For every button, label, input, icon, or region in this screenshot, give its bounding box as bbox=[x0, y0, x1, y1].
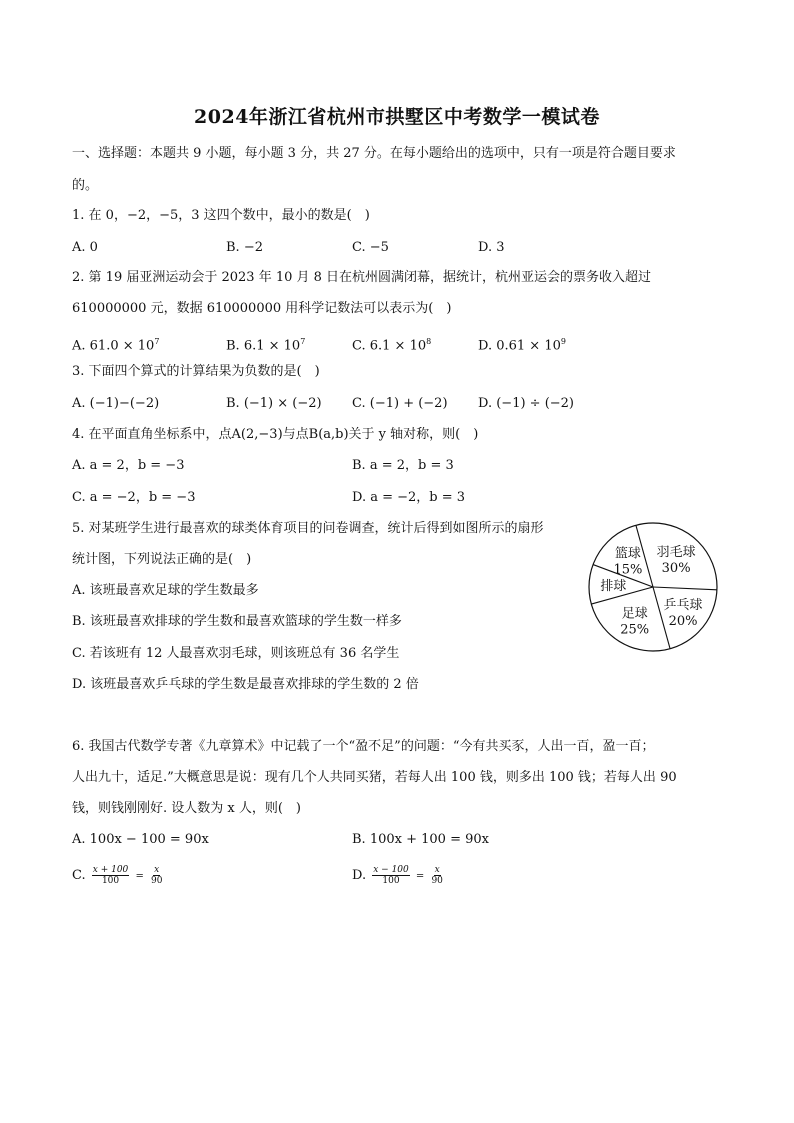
section-heading-cont: 的。 bbox=[72, 178, 99, 193]
q1-option-b: B. −2 bbox=[226, 240, 263, 255]
q2-option-b bbox=[226, 332, 305, 356]
q2-stem-line2: 610000000 元，数据 610000000 用科学记数法可以表示为( ) bbox=[72, 301, 452, 316]
q6-option-c-equals: = bbox=[135, 871, 144, 882]
q4-option-c: C. a = −2，b = −3 bbox=[72, 490, 196, 505]
q1-stem: 1. 在 0，−2，−5，3 这四个数中，最小的数是( ) bbox=[72, 208, 370, 223]
q2-option-d-text: D. 0.61 × 10 bbox=[478, 338, 561, 354]
q4-option-d: D. a = −2，b = 3 bbox=[352, 490, 466, 505]
q6-option-c-fraction-right bbox=[150, 865, 163, 886]
q6-option-c-right-numerator: x bbox=[154, 865, 160, 875]
pie-value-label-3: 25% bbox=[620, 622, 650, 638]
pie-label-1: 羽毛球 bbox=[656, 544, 696, 560]
q2-option-a-text: A. 61.0 × 10 bbox=[72, 338, 155, 354]
q6-stem-line2: 人出九十，适足.”大概意思是说：现有几个人共同买猪，若每人出 100 钱，则多出 100 钱；若每人出 90 bbox=[72, 770, 677, 785]
q3-option-c: C. (−1) + (−2) bbox=[352, 396, 448, 411]
q2-option-c bbox=[352, 332, 431, 356]
q3-option-b: B. (−1) × (−2) bbox=[226, 396, 322, 411]
q6-stem-line3: 钱，则钱刚刚好. 设人数为 x 人，则( ) bbox=[72, 801, 302, 816]
q1-option-d: D. 3 bbox=[478, 240, 505, 255]
q6-option-d-label: D. bbox=[352, 868, 367, 883]
q6-option-d bbox=[352, 862, 446, 891]
q6-option-c bbox=[72, 862, 165, 891]
q2-option-b-exponent: 7 bbox=[300, 337, 306, 346]
pie-value-label-2: 20% bbox=[668, 613, 698, 629]
q3-option-d: D. (−1) ÷ (−2) bbox=[478, 396, 574, 411]
q6-option-c-denominator: 100 bbox=[101, 876, 120, 886]
q2-option-c-exponent: 8 bbox=[426, 337, 432, 346]
pie-label-2: 乒乓球 bbox=[663, 597, 703, 613]
q5-stem-line2: 统计图，下列说法正确的是( ) bbox=[72, 552, 252, 567]
q3-stem: 3. 下面四个算式的计算结果为负数的是( ) bbox=[72, 364, 320, 379]
pie-label-3: 足球 bbox=[621, 606, 648, 622]
q6-stem-line1: 6. 我国古代数学专著《九章算术》中记载了一个“盈不足”的问题：“今有共买豕，人出一百，盈一百； bbox=[72, 739, 655, 754]
q5-option-c: C. 若该班有 12 人最喜欢羽毛球，则该班总有 36 名学生 bbox=[72, 646, 400, 661]
q6-option-d-fraction-right bbox=[430, 865, 443, 886]
q6-option-c-label: C. bbox=[72, 868, 86, 883]
q6-option-c-right-denominator: 90 bbox=[150, 876, 163, 886]
q4-stem: 4. 在平面直角坐标系中，点A(2,−3)与点B(a,b)关于 y 轴对称，则( ) bbox=[72, 427, 479, 442]
q3-option-a: A. (−1)−(−2) bbox=[72, 396, 160, 411]
q2-stem-line1: 2. 第 19 届亚洲运动会于 2023 年 10 月 8 日在杭州圆满闭幕，据统计，杭州亚运会的票务收入超过 bbox=[72, 270, 652, 285]
q2-option-c-text: C. 6.1 × 10 bbox=[352, 338, 427, 354]
q1-option-a: A. 0 bbox=[72, 240, 98, 255]
q2-option-d bbox=[478, 332, 566, 356]
q6-option-d-fraction-left bbox=[372, 865, 410, 886]
q6-option-d-equals: = bbox=[415, 871, 425, 882]
q2-option-b-text: B. 6.1 × 10 bbox=[226, 338, 301, 354]
q5-option-a: A. 该班最喜欢足球的学生数最多 bbox=[72, 583, 259, 598]
q5-stem-line1: 5. 对某班学生进行最喜欢的球类体育项目的问卷调查，统计后得到如图所示的扇形 bbox=[72, 521, 544, 536]
section-heading: 一、选择题：本题共 9 小题，每小题 3 分，共 27 分。在每小题给出的选项中，只有一项是符合题目要求 bbox=[72, 146, 676, 161]
pie-value-label-5: 15% bbox=[613, 562, 643, 578]
q6-option-d-right-numerator: x bbox=[434, 865, 440, 875]
q6-option-d-denominator: 100 bbox=[382, 876, 400, 886]
q6-option-d-numerator: x − 100 bbox=[373, 865, 409, 875]
q1-option-c: C. −5 bbox=[352, 240, 389, 255]
q5-option-b: B. 该班最喜欢排球的学生数和最喜欢篮球的学生数一样多 bbox=[72, 614, 402, 629]
q4-option-b: B. a = 2，b = 3 bbox=[352, 458, 454, 473]
page-title: 2024年浙江省杭州市拱墅区中考数学一模试卷 bbox=[194, 106, 600, 128]
pie-value-label-1: 30% bbox=[661, 560, 691, 576]
q6-option-c-numerator: x + 100 bbox=[92, 865, 129, 875]
pie-label-4: 排球 bbox=[600, 579, 627, 595]
q6-option-a: A. 100x − 100 = 90x bbox=[72, 832, 209, 847]
q6-option-b: B. 100x + 100 = 90x bbox=[352, 832, 489, 847]
q5-option-d: D. 该班最喜欢乒乓球的学生数是最喜欢排球的学生数的 2 倍 bbox=[72, 677, 419, 692]
q4-option-a: A. a = 2，b = −3 bbox=[72, 458, 185, 473]
q2-option-d-exponent: 9 bbox=[560, 337, 566, 346]
q6-option-c-fraction-left bbox=[92, 865, 130, 886]
q2-option-a bbox=[72, 332, 159, 356]
pie-label-5: 篮球 bbox=[614, 546, 641, 562]
pie-chart bbox=[586, 520, 720, 654]
q6-option-d-right-denominator: 90 bbox=[431, 876, 443, 886]
q2-option-a-exponent: 7 bbox=[154, 337, 160, 346]
